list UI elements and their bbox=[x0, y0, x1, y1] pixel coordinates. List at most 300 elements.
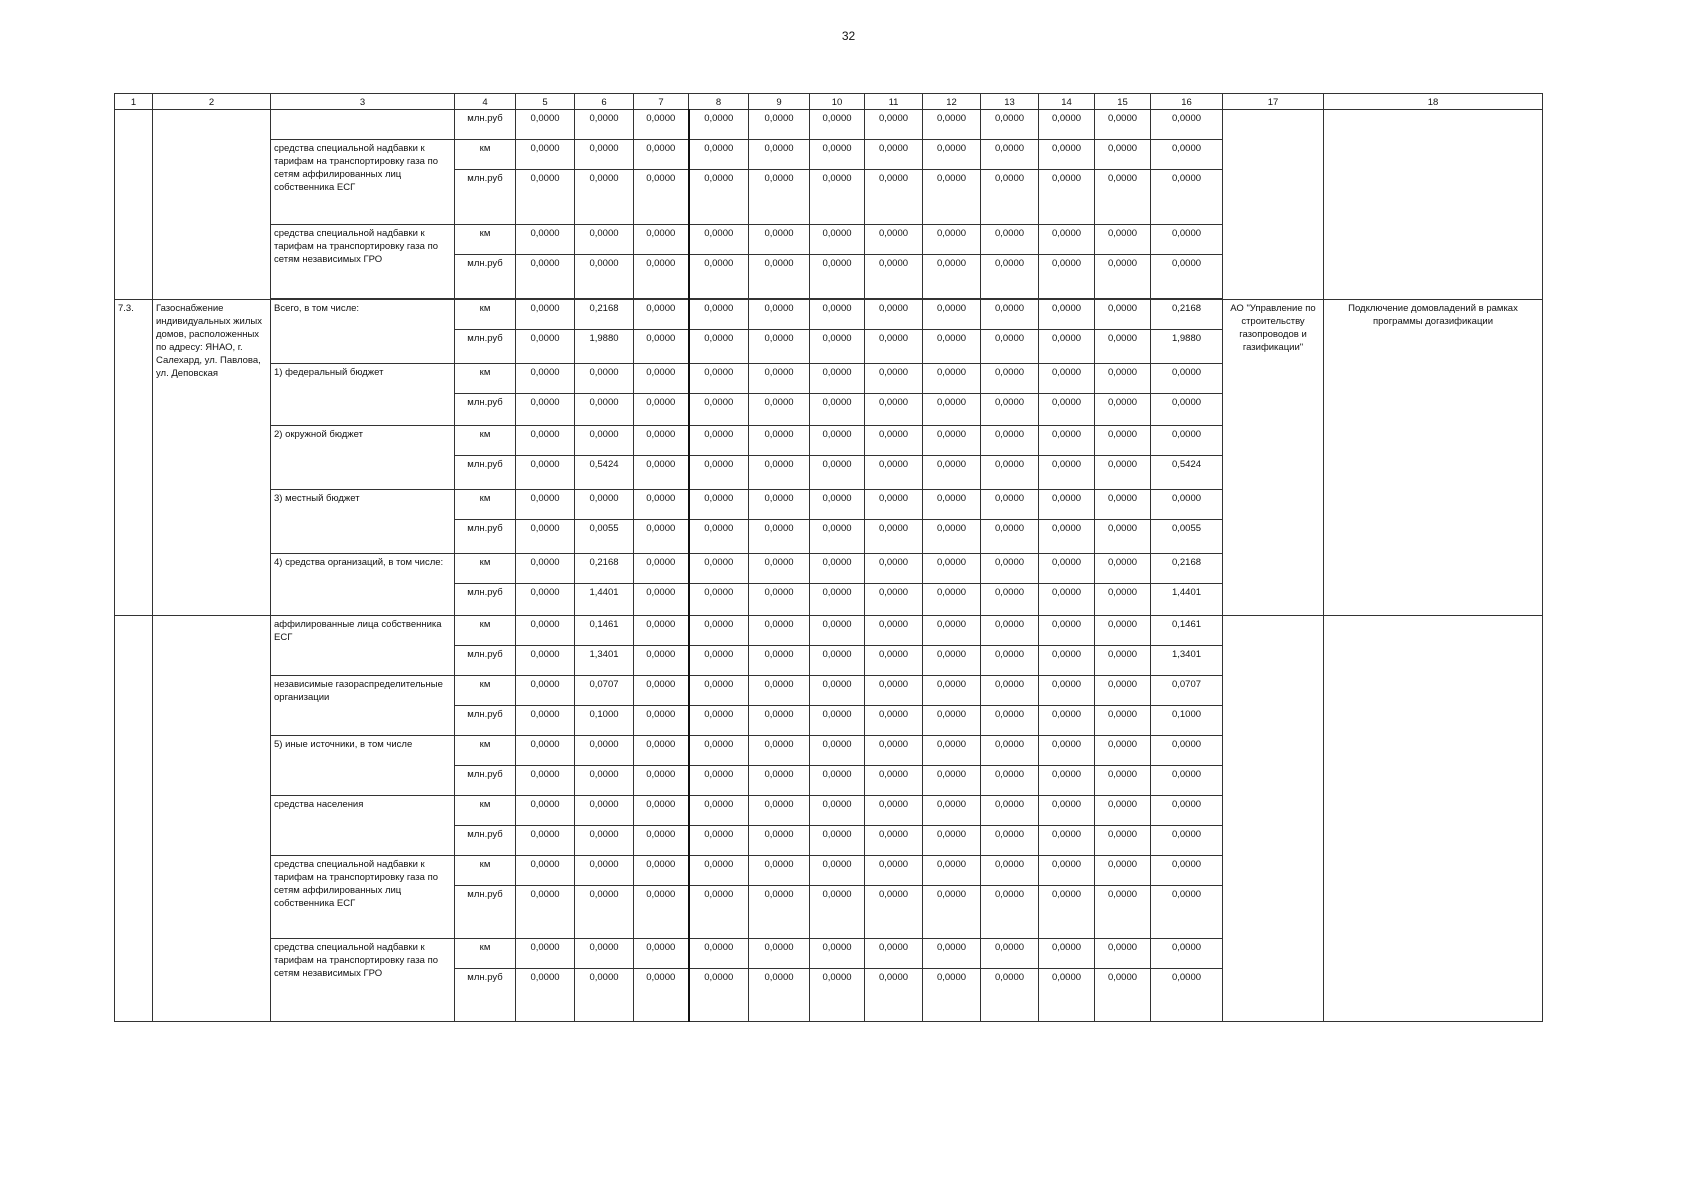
value-cell: 0,0000 bbox=[981, 225, 1039, 255]
value-cell: 0,0000 bbox=[981, 554, 1039, 584]
column-number-cell: 14 bbox=[1039, 94, 1095, 110]
value-cell: 0,0000 bbox=[689, 584, 749, 616]
value-cell: 0,0000 bbox=[634, 170, 689, 225]
value-cell: 0,0000 bbox=[810, 490, 865, 520]
value-cell: 0,0000 bbox=[575, 426, 634, 456]
value-cell: 0,0000 bbox=[810, 856, 865, 886]
value-cell: 0,0000 bbox=[516, 969, 575, 1022]
value-cell: 0,0000 bbox=[689, 676, 749, 706]
value-cell: 0,0000 bbox=[575, 394, 634, 426]
value-cell: 0,0000 bbox=[634, 394, 689, 426]
value-cell: 0,0000 bbox=[749, 736, 810, 766]
unit-cell: млн.руб bbox=[455, 394, 516, 426]
value-cell: 0,0000 bbox=[634, 554, 689, 584]
value-cell: 0,0000 bbox=[1039, 584, 1095, 616]
value-cell: 0,0000 bbox=[865, 520, 923, 554]
value-cell: 0,0000 bbox=[516, 300, 575, 330]
value-cell: 0,5424 bbox=[575, 456, 634, 490]
source-label-cell: 1) федеральный бюджет bbox=[271, 364, 455, 426]
value-cell: 0,0000 bbox=[634, 584, 689, 616]
value-cell: 0,0000 bbox=[575, 969, 634, 1022]
value-cell: 0,0000 bbox=[749, 225, 810, 255]
value-cell: 0,0000 bbox=[981, 736, 1039, 766]
value-cell: 0,0000 bbox=[865, 856, 923, 886]
column-number-cell: 10 bbox=[810, 94, 865, 110]
value-cell: 0,0000 bbox=[516, 520, 575, 554]
column-number-cell: 8 bbox=[689, 94, 749, 110]
value-cell: 0,0000 bbox=[810, 969, 865, 1022]
unit-cell: млн.руб bbox=[455, 886, 516, 939]
value-cell: 0,0000 bbox=[689, 456, 749, 490]
value-cell: 0,0000 bbox=[749, 616, 810, 646]
value-cell: 0,0000 bbox=[1039, 856, 1095, 886]
value-cell: 0,0000 bbox=[1095, 616, 1151, 646]
value-cell: 0,0000 bbox=[575, 110, 634, 140]
value-cell: 0,0000 bbox=[865, 969, 923, 1022]
value-cell: 0,0000 bbox=[1039, 255, 1095, 299]
value-cell: 0,0000 bbox=[1039, 300, 1095, 330]
value-cell: 0,0000 bbox=[516, 225, 575, 255]
value-cell: 0,0000 bbox=[1039, 706, 1095, 736]
value-cell: 0,0000 bbox=[749, 706, 810, 736]
value-cell: 0,0000 bbox=[923, 225, 981, 255]
value-cell: 1,9880 bbox=[575, 330, 634, 364]
value-cell: 0,0000 bbox=[749, 766, 810, 796]
value-cell: 0,0000 bbox=[689, 394, 749, 426]
section-number-cell bbox=[115, 616, 153, 1022]
value-cell: 0,0000 bbox=[689, 969, 749, 1022]
section-number-cell bbox=[115, 110, 153, 300]
value-cell: 0,0000 bbox=[749, 456, 810, 490]
value-cell: 0,0000 bbox=[634, 826, 689, 856]
value-cell: 0,0000 bbox=[749, 110, 810, 140]
table-row bbox=[115, 110, 1543, 140]
unit-cell: км bbox=[455, 300, 516, 330]
value-cell: 0,0000 bbox=[923, 110, 981, 140]
value-cell: 0,0000 bbox=[865, 330, 923, 364]
value-cell: 0,0000 bbox=[981, 255, 1039, 299]
source-label-cell bbox=[271, 110, 455, 140]
value-cell: 0,0000 bbox=[923, 886, 981, 939]
source-label-cell: 2) окружной бюджет bbox=[271, 426, 455, 490]
value-cell: 0,0000 bbox=[634, 490, 689, 520]
value-cell: 0,0000 bbox=[749, 255, 810, 299]
value-cell: 0,0000 bbox=[749, 520, 810, 554]
value-cell: 0,0000 bbox=[1095, 796, 1151, 826]
value-cell: 0,0000 bbox=[575, 736, 634, 766]
unit-cell: км bbox=[455, 554, 516, 584]
unit-cell: км bbox=[455, 796, 516, 826]
value-cell: 0,0000 bbox=[634, 856, 689, 886]
column-number-row bbox=[115, 94, 1543, 110]
value-cell: 0,0000 bbox=[1151, 225, 1223, 255]
value-cell: 0,0000 bbox=[634, 676, 689, 706]
column-number-cell: 2 bbox=[153, 94, 271, 110]
unit-cell: млн.руб bbox=[455, 706, 516, 736]
value-cell: 0,0000 bbox=[810, 110, 865, 140]
investment-table bbox=[114, 93, 1543, 1022]
source-label-cell: средства населения bbox=[271, 796, 455, 856]
value-cell: 0,0000 bbox=[810, 886, 865, 939]
value-cell: 0,0000 bbox=[810, 520, 865, 554]
value-cell: 0,0000 bbox=[1095, 330, 1151, 364]
value-cell: 0,0000 bbox=[634, 736, 689, 766]
value-cell: 0,0000 bbox=[634, 969, 689, 1022]
value-cell: 0,0000 bbox=[981, 796, 1039, 826]
unit-cell: км bbox=[455, 736, 516, 766]
value-cell: 0,0000 bbox=[1095, 490, 1151, 520]
value-cell: 0,0000 bbox=[810, 646, 865, 676]
value-cell: 0,0000 bbox=[981, 646, 1039, 676]
value-cell: 0,0000 bbox=[923, 364, 981, 394]
value-cell: 0,2168 bbox=[1151, 300, 1223, 330]
value-cell: 0,1461 bbox=[1151, 616, 1223, 646]
value-cell: 1,4401 bbox=[575, 584, 634, 616]
unit-cell: км bbox=[455, 490, 516, 520]
value-cell: 0,0000 bbox=[1095, 706, 1151, 736]
value-cell: 0,0000 bbox=[865, 676, 923, 706]
value-cell: 0,0000 bbox=[865, 456, 923, 490]
value-cell: 0,0000 bbox=[810, 706, 865, 736]
organization-cell bbox=[1223, 616, 1324, 1022]
value-cell: 1,4401 bbox=[1151, 584, 1223, 616]
value-cell: 0,0000 bbox=[1039, 364, 1095, 394]
purpose-cell: Подключение домовладений в рамках программы догазификации bbox=[1324, 300, 1543, 616]
value-cell: 0,0000 bbox=[1039, 140, 1095, 170]
value-cell: 0,0000 bbox=[516, 796, 575, 826]
value-cell: 0,0000 bbox=[634, 616, 689, 646]
value-cell: 0,0000 bbox=[865, 616, 923, 646]
unit-cell: км bbox=[455, 364, 516, 394]
source-label-cell: 5) иные источники, в том числе bbox=[271, 736, 455, 796]
value-cell: 0,0000 bbox=[749, 886, 810, 939]
value-cell: 0,0000 bbox=[575, 255, 634, 299]
column-number-cell: 6 bbox=[575, 94, 634, 110]
value-cell: 0,0000 bbox=[810, 796, 865, 826]
value-cell: 0,0000 bbox=[923, 255, 981, 299]
value-cell: 0,0000 bbox=[749, 939, 810, 969]
value-cell: 0,0000 bbox=[689, 796, 749, 826]
unit-cell: млн.руб bbox=[455, 646, 516, 676]
unit-cell: км bbox=[455, 616, 516, 646]
value-cell: 0,0000 bbox=[923, 676, 981, 706]
value-cell: 0,1461 bbox=[575, 616, 634, 646]
value-cell: 0,0000 bbox=[634, 255, 689, 299]
value-cell: 0,0000 bbox=[749, 676, 810, 706]
value-cell: 0,0000 bbox=[810, 736, 865, 766]
value-cell: 0,0000 bbox=[865, 826, 923, 856]
value-cell: 0,0000 bbox=[923, 826, 981, 856]
value-cell: 0,0000 bbox=[1151, 766, 1223, 796]
value-cell: 0,0000 bbox=[1151, 969, 1223, 1022]
value-cell: 0,0000 bbox=[516, 110, 575, 140]
value-cell: 0,0000 bbox=[516, 676, 575, 706]
value-cell: 0,0000 bbox=[810, 364, 865, 394]
value-cell: 0,0000 bbox=[1095, 255, 1151, 299]
value-cell: 0,0000 bbox=[1039, 796, 1095, 826]
value-cell: 0,0000 bbox=[810, 676, 865, 706]
value-cell: 0,0000 bbox=[810, 394, 865, 426]
column-number-cell: 18 bbox=[1324, 94, 1543, 110]
unit-cell: млн.руб bbox=[455, 110, 516, 140]
value-cell: 0,0000 bbox=[1151, 736, 1223, 766]
value-cell: 0,0000 bbox=[516, 426, 575, 456]
value-cell: 0,0000 bbox=[689, 140, 749, 170]
value-cell: 0,0000 bbox=[810, 170, 865, 225]
organization-cell bbox=[1223, 110, 1324, 300]
section-name-cell bbox=[153, 616, 271, 1022]
value-cell: 0,0000 bbox=[1095, 456, 1151, 490]
value-cell: 0,0000 bbox=[516, 706, 575, 736]
value-cell: 0,0000 bbox=[981, 826, 1039, 856]
value-cell: 0,0000 bbox=[689, 225, 749, 255]
value-cell: 0,0000 bbox=[689, 886, 749, 939]
value-cell: 0,0000 bbox=[1095, 736, 1151, 766]
value-cell: 0,0000 bbox=[689, 766, 749, 796]
value-cell: 0,0000 bbox=[516, 490, 575, 520]
value-cell: 0,0000 bbox=[516, 255, 575, 299]
value-cell: 0,0000 bbox=[810, 426, 865, 456]
value-cell: 0,1000 bbox=[575, 706, 634, 736]
value-cell: 0,0000 bbox=[689, 856, 749, 886]
value-cell: 0,0000 bbox=[1039, 456, 1095, 490]
value-cell: 0,0000 bbox=[981, 616, 1039, 646]
value-cell: 0,0000 bbox=[516, 736, 575, 766]
value-cell: 0,0000 bbox=[516, 939, 575, 969]
value-cell: 0,0000 bbox=[634, 426, 689, 456]
value-cell: 0,0000 bbox=[810, 939, 865, 969]
value-cell: 0,0000 bbox=[865, 706, 923, 736]
value-cell: 0,0000 bbox=[865, 225, 923, 255]
value-cell: 0,0000 bbox=[981, 856, 1039, 886]
value-cell: 0,0000 bbox=[575, 826, 634, 856]
unit-cell: млн.руб bbox=[455, 520, 516, 554]
value-cell: 0,0000 bbox=[1095, 170, 1151, 225]
value-cell: 0,0000 bbox=[981, 110, 1039, 140]
value-cell: 0,0000 bbox=[810, 140, 865, 170]
value-cell: 0,0000 bbox=[981, 706, 1039, 736]
source-label-cell: средства специальной надбавки к тарифам на транспортировку газа по сетям аффилированных лиц собственника ЕСГ bbox=[271, 140, 455, 225]
value-cell: 0,0707 bbox=[575, 676, 634, 706]
value-cell: 0,0000 bbox=[923, 426, 981, 456]
value-cell: 0,0000 bbox=[575, 939, 634, 969]
unit-cell: млн.руб bbox=[455, 766, 516, 796]
source-label-cell: аффилированные лица собственника ЕСГ bbox=[271, 616, 455, 676]
column-number-cell: 5 bbox=[516, 94, 575, 110]
value-cell: 0,0000 bbox=[1039, 394, 1095, 426]
value-cell: 0,0000 bbox=[634, 939, 689, 969]
value-cell: 0,0000 bbox=[1095, 826, 1151, 856]
value-cell: 0,0000 bbox=[749, 364, 810, 394]
value-cell: 0,0000 bbox=[981, 456, 1039, 490]
value-cell: 0,0000 bbox=[1039, 676, 1095, 706]
value-cell: 0,0000 bbox=[516, 766, 575, 796]
value-cell: 0,0000 bbox=[749, 330, 810, 364]
value-cell: 0,0000 bbox=[634, 456, 689, 490]
value-cell: 0,0000 bbox=[689, 426, 749, 456]
value-cell: 0,0000 bbox=[1039, 766, 1095, 796]
value-cell: 0,0000 bbox=[810, 255, 865, 299]
value-cell: 0,0000 bbox=[1095, 766, 1151, 796]
value-cell: 0,0000 bbox=[981, 490, 1039, 520]
value-cell: 0,0000 bbox=[1095, 584, 1151, 616]
value-cell: 0,0000 bbox=[1095, 969, 1151, 1022]
value-cell: 0,0000 bbox=[689, 490, 749, 520]
value-cell: 0,0000 bbox=[923, 616, 981, 646]
value-cell: 1,3401 bbox=[1151, 646, 1223, 676]
value-cell: 0,0000 bbox=[1039, 969, 1095, 1022]
column-number-cell: 9 bbox=[749, 94, 810, 110]
value-cell: 0,0000 bbox=[749, 826, 810, 856]
value-cell: 0,0000 bbox=[1151, 255, 1223, 299]
value-cell: 0,0000 bbox=[689, 170, 749, 225]
value-cell: 0,0000 bbox=[1039, 736, 1095, 766]
value-cell: 1,3401 bbox=[575, 646, 634, 676]
value-cell: 0,0000 bbox=[749, 969, 810, 1022]
value-cell: 0,0000 bbox=[1095, 110, 1151, 140]
value-cell: 0,0000 bbox=[634, 140, 689, 170]
value-cell: 0,0000 bbox=[1039, 225, 1095, 255]
section-number-cell: 7.3. bbox=[115, 300, 153, 616]
value-cell: 0,0000 bbox=[689, 736, 749, 766]
value-cell: 0,0000 bbox=[981, 300, 1039, 330]
value-cell: 0,0000 bbox=[634, 364, 689, 394]
column-number-cell: 13 bbox=[981, 94, 1039, 110]
value-cell: 0,0000 bbox=[981, 676, 1039, 706]
value-cell: 0,0000 bbox=[1151, 490, 1223, 520]
unit-cell: км bbox=[455, 426, 516, 456]
value-cell: 0,0055 bbox=[575, 520, 634, 554]
value-cell: 0,0000 bbox=[1095, 300, 1151, 330]
value-cell: 0,0000 bbox=[749, 856, 810, 886]
unit-cell: млн.руб bbox=[455, 584, 516, 616]
value-cell: 0,0000 bbox=[1151, 826, 1223, 856]
value-cell: 0,0000 bbox=[575, 796, 634, 826]
value-cell: 0,0000 bbox=[516, 646, 575, 676]
value-cell: 0,0000 bbox=[981, 426, 1039, 456]
value-cell: 0,0000 bbox=[575, 140, 634, 170]
value-cell: 0,0000 bbox=[689, 364, 749, 394]
value-cell: 0,0000 bbox=[634, 520, 689, 554]
value-cell: 0,0000 bbox=[634, 886, 689, 939]
value-cell: 0,0000 bbox=[923, 394, 981, 426]
value-cell: 0,0000 bbox=[923, 140, 981, 170]
value-cell: 0,2168 bbox=[575, 300, 634, 330]
value-cell: 0,2168 bbox=[1151, 554, 1223, 584]
value-cell: 0,0000 bbox=[865, 646, 923, 676]
value-cell: 0,0000 bbox=[1039, 646, 1095, 676]
value-cell: 0,0000 bbox=[865, 939, 923, 969]
value-cell: 0,0000 bbox=[1095, 676, 1151, 706]
value-cell: 0,0000 bbox=[810, 225, 865, 255]
value-cell: 0,0000 bbox=[1095, 140, 1151, 170]
value-cell: 0,0000 bbox=[810, 766, 865, 796]
value-cell: 0,0000 bbox=[1039, 110, 1095, 140]
source-label-cell: 4) средства организаций, в том числе: bbox=[271, 554, 455, 616]
value-cell: 0,0000 bbox=[923, 969, 981, 1022]
value-cell: 0,0000 bbox=[865, 426, 923, 456]
value-cell: 0,0000 bbox=[749, 646, 810, 676]
value-cell: 0,0000 bbox=[865, 364, 923, 394]
value-cell: 0,0000 bbox=[749, 426, 810, 456]
value-cell: 0,0000 bbox=[923, 330, 981, 364]
table-row bbox=[115, 616, 1543, 646]
source-label-cell: средства специальной надбавки к тарифам на транспортировку газа по сетям независимых ГРО bbox=[271, 225, 455, 299]
value-cell: 0,0000 bbox=[575, 170, 634, 225]
source-label-cell: Всего, в том числе: bbox=[271, 300, 455, 364]
value-cell: 0,0000 bbox=[923, 766, 981, 796]
value-cell: 0,0000 bbox=[923, 646, 981, 676]
value-cell: 0,0000 bbox=[923, 584, 981, 616]
value-cell: 0,0000 bbox=[810, 826, 865, 856]
unit-cell: км bbox=[455, 939, 516, 969]
source-label-cell: средства специальной надбавки к тарифам на транспортировку газа по сетям независимых ГРО bbox=[271, 939, 455, 1022]
value-cell: 0,0000 bbox=[865, 736, 923, 766]
value-cell: 0,0000 bbox=[1039, 939, 1095, 969]
value-cell: 0,0000 bbox=[923, 300, 981, 330]
value-cell: 0,0000 bbox=[634, 300, 689, 330]
value-cell: 0,0000 bbox=[981, 766, 1039, 796]
value-cell: 0,0000 bbox=[923, 490, 981, 520]
value-cell: 0,0000 bbox=[689, 646, 749, 676]
value-cell: 0,0000 bbox=[575, 490, 634, 520]
value-cell: 0,0000 bbox=[634, 330, 689, 364]
value-cell: 0,0000 bbox=[981, 584, 1039, 616]
value-cell: 0,0000 bbox=[634, 646, 689, 676]
value-cell: 0,0000 bbox=[516, 394, 575, 426]
value-cell: 0,0000 bbox=[1151, 140, 1223, 170]
value-cell: 0,0000 bbox=[749, 490, 810, 520]
value-cell: 0,0000 bbox=[634, 225, 689, 255]
value-cell: 0,0000 bbox=[689, 255, 749, 299]
value-cell: 0,0000 bbox=[865, 170, 923, 225]
unit-cell: км bbox=[455, 676, 516, 706]
value-cell: 0,0000 bbox=[516, 456, 575, 490]
column-number-cell: 12 bbox=[923, 94, 981, 110]
column-number-cell: 4 bbox=[455, 94, 516, 110]
value-cell: 0,0707 bbox=[1151, 676, 1223, 706]
value-cell: 0,0000 bbox=[810, 584, 865, 616]
value-cell: 0,5424 bbox=[1151, 456, 1223, 490]
value-cell: 0,0000 bbox=[981, 364, 1039, 394]
value-cell: 0,0000 bbox=[981, 394, 1039, 426]
value-cell: 0,0000 bbox=[810, 456, 865, 490]
value-cell: 0,0000 bbox=[865, 554, 923, 584]
value-cell: 0,0000 bbox=[923, 939, 981, 969]
value-cell: 0,0000 bbox=[516, 364, 575, 394]
value-cell: 0,0000 bbox=[1151, 939, 1223, 969]
column-number-cell: 7 bbox=[634, 94, 689, 110]
table-row bbox=[115, 300, 1543, 330]
value-cell: 0,0000 bbox=[516, 886, 575, 939]
value-cell: 0,0000 bbox=[865, 584, 923, 616]
value-cell: 0,2168 bbox=[575, 554, 634, 584]
value-cell: 0,0000 bbox=[689, 826, 749, 856]
value-cell: 0,0000 bbox=[810, 554, 865, 584]
column-number-cell: 15 bbox=[1095, 94, 1151, 110]
unit-cell: млн.руб bbox=[455, 170, 516, 225]
value-cell: 0,0000 bbox=[1039, 520, 1095, 554]
value-cell: 0,0000 bbox=[1151, 426, 1223, 456]
value-cell: 0,0000 bbox=[923, 520, 981, 554]
unit-cell: млн.руб bbox=[455, 456, 516, 490]
value-cell: 0,0000 bbox=[516, 826, 575, 856]
value-cell: 0,0000 bbox=[1095, 554, 1151, 584]
value-cell: 0,0000 bbox=[634, 110, 689, 140]
column-number-cell: 17 bbox=[1223, 94, 1324, 110]
value-cell: 0,0000 bbox=[1095, 394, 1151, 426]
value-cell: 0,0000 bbox=[981, 170, 1039, 225]
